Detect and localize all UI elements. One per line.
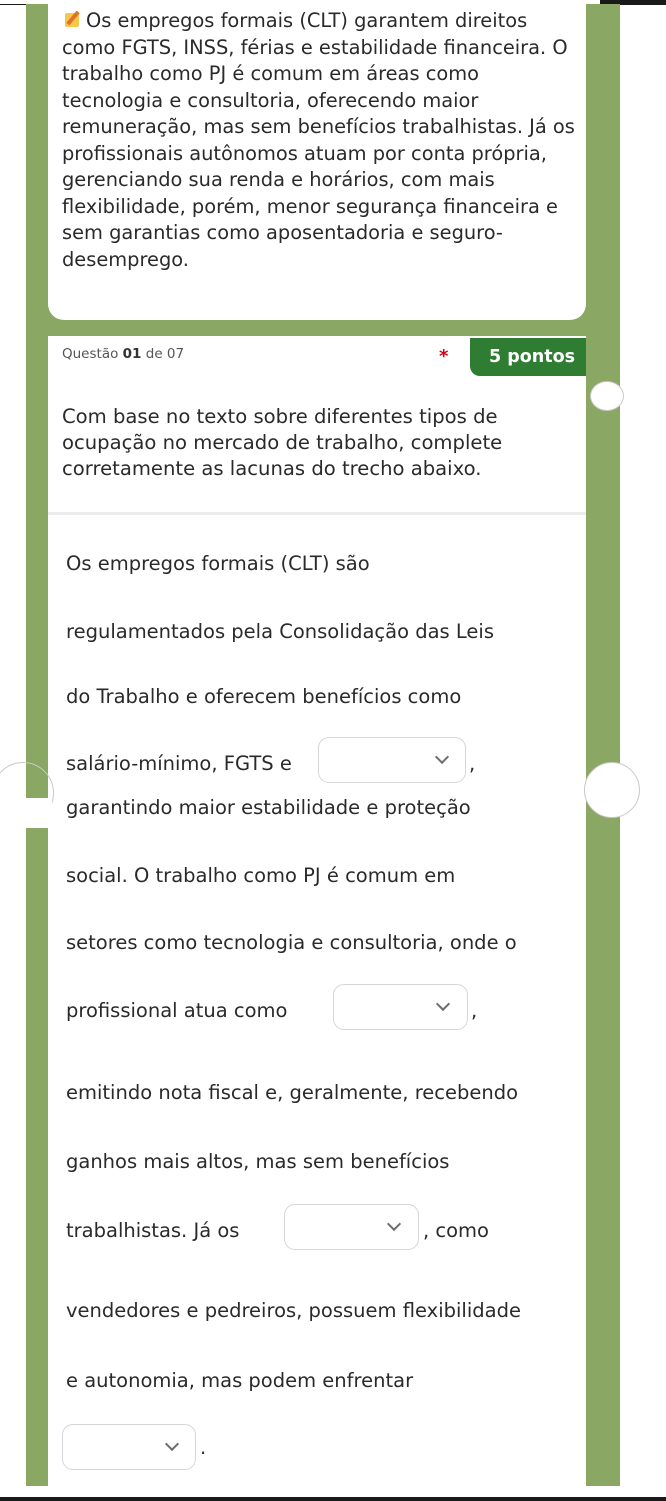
passage-line-12: vendedores e pedreiros, possuem flexibilidade <box>66 1299 521 1322</box>
passage-line-3: do Trabalho e oferecem benefícios como <box>66 685 462 708</box>
pencil-memo-icon <box>62 11 84 29</box>
bottom-edge <box>0 1497 666 1501</box>
passage-line-5: garantindo maior estabilidade e proteção <box>66 796 471 819</box>
comma: , <box>469 752 476 775</box>
right-green-strip <box>592 783 620 1486</box>
floating-circle-handle <box>590 381 624 411</box>
passage-line-6: social. O trabalho como PJ é comum em <box>66 864 456 887</box>
points-badge: 5 pontos <box>470 338 586 376</box>
decorative-arc-mask <box>0 798 52 828</box>
passage-line-4: salário-mínimo, FGTS e <box>66 752 292 775</box>
required-asterisk: * <box>439 346 449 367</box>
blank-dropdown-3[interactable] <box>284 1204 419 1250</box>
passage-line-7: setores como tecnologia e consultoria, onde o <box>66 931 517 954</box>
intro-text-block <box>62 8 582 273</box>
passage-line-8: profissional atua como <box>66 999 288 1022</box>
question-label: Questão <box>62 346 119 362</box>
passage-line-1: Os empregos formais (CLT) são <box>66 552 370 575</box>
question-total: de 07 <box>145 346 185 362</box>
passage-line-10: ganhos mais altos, mas sem benefícios <box>66 1150 450 1173</box>
passage-line-2: regulamentados pela Consolidação das Leis <box>66 620 494 643</box>
blank-dropdown-2[interactable] <box>333 984 468 1030</box>
chevron-down-icon <box>165 1437 179 1451</box>
question-prompt: Com base no texto sobre diferentes tipos de ocupação no mercado de trabalho, complete corretamente as lacunas do trecho abaixo. <box>62 405 503 480</box>
comma: , <box>471 999 478 1022</box>
period: . <box>200 1436 207 1459</box>
chevron-down-icon <box>435 750 449 764</box>
chevron-down-icon <box>387 1217 401 1231</box>
passage-line-9: emitindo nota fiscal e, geralmente, recebendo <box>66 1081 519 1104</box>
blank-dropdown-1[interactable] <box>318 737 466 783</box>
passage-line-13: e autonomia, mas podem enfrentar <box>66 1369 414 1392</box>
floating-circle-handle-2 <box>584 762 640 818</box>
question-counter <box>62 346 184 362</box>
passage-line-11-end: , como <box>423 1219 489 1242</box>
intro-text: Os empregos formais (CLT) garantem direitos como FGTS, INSS, férias e estabilidade financeira. O trabalho como PJ é comum em áreas como tecnologia e consultoria, oferecendo maior remuneração, mas sem benefícios trabalhistas. Já os profissionais autônomos atuam por conta própria, gerenciando sua renda e horários, com mais flexibilidade, porém, menor segurança financeira e sem garantias como aposentadoria e seguro-desemprego. <box>62 9 575 271</box>
blank-dropdown-4[interactable] <box>62 1424 196 1470</box>
chevron-down-icon <box>436 997 450 1011</box>
question-number: 01 <box>122 346 142 362</box>
passage-line-11: trabalhistas. Já os <box>66 1219 240 1242</box>
prompt-divider <box>48 512 586 515</box>
